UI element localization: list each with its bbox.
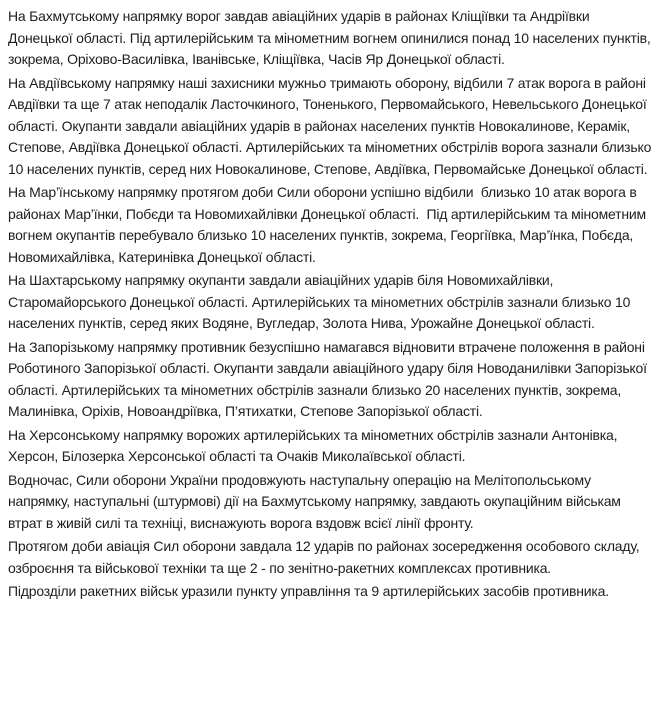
report-paragraph-shakhtarsk: На Шахтарському напрямку окупанти завдали авіаційних ударів біля Новомихайлівки, Старомайорського Донецької області. Артилерійських та мінометних обстрілів зазнали близько 10 населених пунктів, серед яких Водяне, Вугледар, Золота Нива, Урожайне Донецької області. xyxy=(8,272,634,331)
report-paragraph-offensive: Водночас, Сили оборони України продовжують наступальну операцію на Мелітопольському напрямку, наступальні (штурмові) дії на Бахмутському напрямку, завдають окупаційним військам втрат в живій силі та техніці, виснажують ворога вздовж всієї лінії фронту. xyxy=(8,471,625,531)
report-paragraph-bakhmut: На Бахмутському напрямку ворог завдав авіаційних ударів в районах Кліщіївки та Андріївки Донецької області. Під артилерійським та мінометним вогнем опинилися понад 10 населених пунктів, зокрема, Оріхово-Василівка, Іванівське, Кліщіївка, Часів Яр Донецької області. xyxy=(8,8,655,67)
report-paragraph-aviation: Протягом доби авіація Сил оборони завдала 12 ударів по районах зосередження особового складу, озброєння та військової техніки та ще 2 - по зенітно-ракетних комплексах противника. xyxy=(8,538,644,576)
report-paragraph-zaporizhzhia: На Запорізькому напрямку противник безуспішно намагався відновити втрачене положення в районі Роботиного Запорізької області. Окупанти завдали авіаційного удару біля Новоданилівки Запорізької області. Артилерійських та мінометних обстрілів зазнали близько 20 населених пунктів, зокрема, Малинівка, Оріхів, Новоандріївка, П’ятихатки, Степове Запорізької області. xyxy=(8,338,651,419)
report-paragraph-marinka: На Мар’їнському напрямку протягом доби Сили оборони успішно відбили близько 10 атак ворога в районах Мар’їнки, Побєди та Новомихайлівки Донецької області. Під артилерійським та мінометним вогнем окупантів перебувало близько 10 населених пунктів, зокрема, Георгіївка, Мар’їнка, Побєда, Новомихайлівка, Катеринівка Донецької області. xyxy=(8,184,650,265)
report-paragraph-kherson: На Херсонському напрямку ворожих артилерійських та мінометних обстрілів зазнали Антонівка, Херсон, Білозерка Херсонської області та Очаків Миколаївської області. xyxy=(8,426,621,464)
report-paragraph-missiles: Підрозділи ракетних військ уразили пункту управління та 9 артилерійських засобів противника. xyxy=(8,583,609,599)
report-paragraph-avdiivka: На Авдіївському напрямку наші захисники мужньо тримають оборону, відбили 7 атак ворога в районі Авдіївки та ще 7 атак неподалік Ласточкиного, Тоненького, Первомайського, Невельського Донецької області. Окупанти завдали авіаційних ударів в районах населених пунктів Новокалинове, Керамік, Степове, Авдіївка Донецької області. Артилерійських та мінометних обстрілів ворога зазнали близько 10 населених пунктів, серед них Новокалинове, Степове, Авдіївка, Первомайське Донецької області. xyxy=(8,74,655,177)
